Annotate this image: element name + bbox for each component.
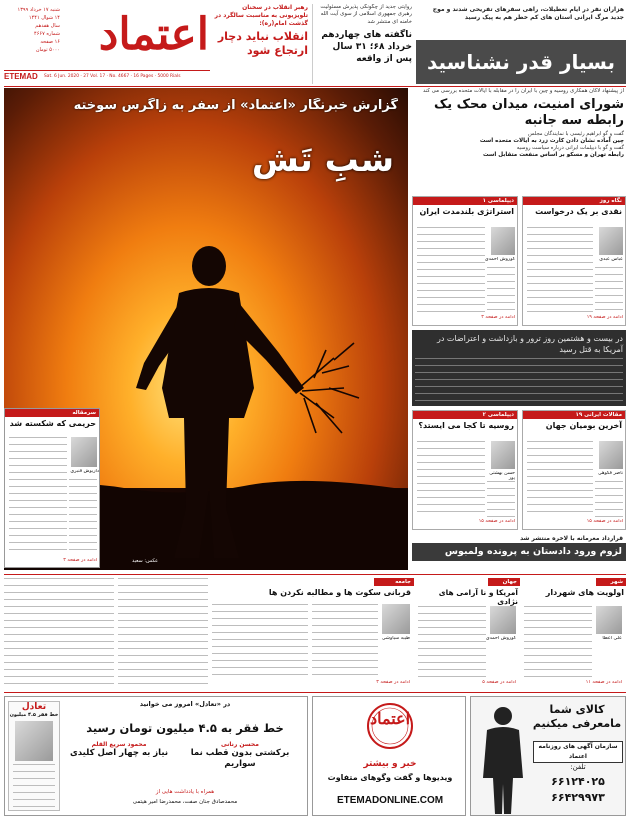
protest-banner-text: در بیست و هشتمین روز ترور و بازداشت و اعتراضات در آمریکا به قتل رسید: [436, 334, 623, 354]
taadol-item-center: [175, 741, 305, 785]
ideology-continued[interactable]: ادامه در صفحه ۱۵: [586, 519, 623, 524]
bottom-text-col-1: [4, 578, 114, 686]
race-author-photo: [490, 606, 516, 634]
diplomacy-column[interactable]: [412, 196, 518, 326]
society-title: قربانی سکوت ها و مطالبه نکردن ها: [268, 588, 411, 597]
hero-title: شبِ تَش: [251, 140, 394, 180]
masthead-date-line: شماره ۴۶۶۷: [34, 31, 60, 37]
race-body: [418, 606, 486, 678]
taadol-mini-body: [13, 764, 55, 808]
online-ad-tagline2: ویدیوها و گفت وگوهای متفاوت: [327, 773, 453, 782]
race-story[interactable]: [418, 578, 520, 688]
society-continued[interactable]: ادامه در صفحه ۳: [376, 680, 410, 685]
masthead-date-line: ۱۴ شوال ۱۴۴۱: [28, 15, 60, 21]
goods-ad-phone-label: تلفن:: [570, 763, 586, 771]
goods-ad-phone2[interactable]: ۶۶۴۲۹۹۷۳: [551, 791, 605, 804]
notebook-author-name: عباس عبدی: [599, 257, 623, 262]
anniversary-story[interactable]: [312, 4, 412, 84]
taadol-mini-logo: تعادل: [21, 702, 47, 712]
online-ad[interactable]: [312, 696, 466, 816]
editorial-body: [9, 437, 67, 555]
diplomacy-section-label: دیپلماسی ۱: [413, 197, 517, 205]
society-author-photo: [382, 604, 410, 634]
society-section-label: جامعه: [374, 578, 414, 586]
diplomacy-continued[interactable]: ادامه در صفحه ۳: [481, 315, 515, 320]
notebook-section-label: نگاه روز: [523, 197, 625, 205]
goods-ad[interactable]: [470, 696, 626, 816]
editorial-author-photo: [71, 437, 97, 467]
protest-banner-body: [415, 358, 623, 402]
russia-bullet: گفت و گو با دیپلمات ایرانی درباره سیاست روسیه: [516, 145, 624, 151]
editorial-section-label: سرمقاله: [5, 409, 99, 417]
diplomacy-title: استراتژی بلندمدت ایران: [419, 207, 514, 216]
anniversary-intro: روایتی جدید از چگونگی پذیرش مسئولیت رهبری جمهوری اسلامی از سوی آیت الله خامنه ای منتشر شد: [320, 4, 412, 25]
editorial-continued[interactable]: ادامه در صفحه ۳: [63, 558, 97, 563]
top-teaser-headline: انقلاب نباید دچار ارتجاع شود: [217, 30, 308, 57]
bottom-text-col-2: [118, 578, 208, 686]
race-title: آمریکا و نا آرامی های نژادی: [438, 588, 518, 606]
city-title: اولویت های شهردار: [545, 588, 624, 597]
hero-photo-credit: عکس: سعید: [132, 558, 159, 564]
online-ad-logo: اعتماد: [369, 709, 411, 728]
goods-ad-phone1[interactable]: ۶۶۱۲۴۰۲۵: [551, 775, 605, 788]
taadol-mini-headline: خط فقر ۴.۵ میلیون: [9, 712, 59, 718]
notebook-author-photo: [599, 227, 623, 255]
ideology-author-name: ناصر فکوهی: [598, 471, 623, 476]
goods-ad-headline: کالای شما مامعرفی میکنیم: [532, 703, 622, 730]
ideology-title: آخرین بومیان جهان: [545, 421, 622, 430]
race-author-name: کوروش احمدی: [485, 636, 516, 641]
taadol-mini-photo: [15, 721, 53, 761]
masthead: [4, 4, 210, 84]
ideology-body-lower: [595, 481, 623, 517]
masthead-info-bar: [4, 70, 210, 82]
taadol-item-left-text: نیاز به چهار اصل کلیدی: [69, 748, 169, 758]
protest-banner[interactable]: [412, 330, 626, 406]
notebook-title: نقدی بر یک درخواست: [535, 207, 622, 216]
society-author-name: طیبه سیاوشی: [381, 636, 410, 641]
world-section-label: دیپلماسی ۲: [413, 411, 517, 419]
taadol-mini-cover: [8, 701, 60, 811]
masthead-date-line: ۱۶ صفحه: [40, 39, 60, 45]
masthead-logo: اعتماد: [98, 9, 209, 60]
hero-kicker: گزارش خبرنگار «اعتماد» از سفر به زاگرس سوخته: [73, 98, 398, 113]
notebook-body-lower: [595, 267, 623, 313]
masthead-date-line: سال هفدهم: [35, 23, 60, 29]
world-author-name: حسن بهشتی پور: [489, 471, 515, 481]
diplomacy-body-lower: [487, 267, 515, 313]
society-body-left: [212, 604, 308, 678]
diplomacy-author-photo: [491, 227, 515, 255]
diplomacy-body: [417, 227, 485, 313]
taadol-item-left: [65, 741, 173, 785]
main-top-story[interactable]: [416, 4, 626, 84]
ideology-section-label: مقالات ایرانی ۱۹: [523, 411, 625, 419]
world-title: روسیه تا کجا می ایستد؟: [418, 421, 514, 430]
taadol-ad[interactable]: [4, 696, 308, 816]
taadol-item-left-author: محمود سریع القلم: [91, 741, 147, 748]
goods-ad-org: سازمان آگهی های روزنامه اعتماد: [533, 741, 623, 763]
russia-bullet: رابطه تهران و مسکو بر اساس منفعت متقابل است: [483, 152, 624, 158]
editorial-author-name: داریوش قنبری: [70, 469, 99, 474]
notebook-body: [527, 227, 593, 313]
goods-ad-figure-graphic: [473, 698, 533, 816]
ideology-column[interactable]: [522, 410, 626, 530]
bottom-divider: [4, 692, 626, 693]
masthead-latin: ETEMAD: [4, 72, 38, 81]
main-top-headline: بسیار قدر نشناسید: [416, 40, 626, 84]
city-author-name: علی اعطا: [602, 636, 622, 641]
taadol-headline: خط فقر به ۴.۵ میلیون تومان رسید: [86, 721, 284, 735]
main-top-lead: هزاران نفر در ایام تعطیلات، راهی سفرهای تفریحی شدند و موج جدید مرگ ایرانی استان های کم خطر هم به پیک رسید: [432, 6, 624, 21]
world-body: [417, 441, 485, 517]
race-section-label: جهان: [488, 578, 520, 586]
world-author-photo: [491, 441, 515, 469]
contract-banner-intro: قرارداد معرمانه با لاخره منتشر شد: [520, 535, 623, 542]
anniversary-headline: ناگفته های چهاردهم خرداد ۶۸؛ ۳۱ سال پس از واقعه: [321, 30, 412, 65]
russia-headline: شورای امنیت، میدان محک یک رابطه سه جانبه: [433, 97, 624, 128]
masthead-date-block: [4, 6, 60, 66]
contract-banner[interactable]: [412, 534, 626, 570]
notebook-column[interactable]: [522, 196, 626, 326]
world-column[interactable]: [412, 410, 518, 530]
taadol-footer: همراه با یادداشت هایی از: [155, 789, 215, 795]
world-body-lower: [487, 481, 515, 517]
city-section-label: شهر: [596, 578, 626, 586]
russia-bullet: چین آماده نشان دادن کارت زرد به ایالات متحده است: [479, 138, 624, 144]
city-story[interactable]: [524, 578, 626, 688]
race-continued[interactable]: ادامه در صفحه ۵: [482, 680, 516, 685]
taadol-item-center-text: برکشتی بدون قطب نما سواریم: [190, 748, 290, 769]
masthead-info-line: Sat. 6 Jun. 2020 · 27 Vol. 17 · No. 4667 · 16 Pages · 5000 Rials: [44, 74, 181, 79]
ideology-body: [527, 441, 593, 517]
russia-intro: از پیشنهاد لاکان همکاری روسیه و چین با ایران را در مقابله با ایالات متحده بررسی می کند: [422, 88, 624, 94]
masthead-date-line: شنبه ۱۷ خرداد ۱۳۹۹: [17, 7, 60, 13]
diplomacy-author-name: کوروش احمدی: [484, 257, 515, 262]
editorial-column[interactable]: [4, 408, 100, 568]
online-ad-url[interactable]: ETEMADONLINE.COM: [336, 795, 444, 806]
society-story[interactable]: [212, 578, 414, 688]
top-teaser[interactable]: [212, 4, 308, 84]
society-body-right: [312, 604, 378, 678]
taadol-item-center-author: محسن رنانی: [221, 741, 259, 748]
russia-story[interactable]: [412, 88, 626, 192]
russia-bullet: گفت و گو ابراهیم رئیسی با نمایندگان مجلس: [528, 131, 624, 137]
contract-banner-headline: لزوم ورود دادستان به پرونده ولمبوس: [412, 543, 626, 561]
editorial-body-lower: [69, 479, 97, 555]
middle-divider: [4, 574, 626, 575]
taadol-authors: محمدصادق جنان صفت، محمدرضا امیر هیتمی: [132, 799, 238, 805]
world-continued[interactable]: ادامه در صفحه ۱۵: [478, 519, 515, 524]
city-body: [524, 606, 592, 678]
taadol-tag: در «تعادل» امروز می خوانید: [139, 700, 231, 708]
ideology-author-photo: [599, 441, 623, 469]
masthead-price: ۵۰۰۰ تومان: [35, 47, 60, 53]
city-author-photo: [596, 606, 622, 634]
top-divider: [4, 86, 626, 87]
top-teaser-intro: رهبر انقلاب در سخنان تلویزیونی به مناسبت سالگرد در گذشت امام(ره):: [214, 4, 308, 27]
city-continued[interactable]: ادامه در صفحه ۱۱: [585, 680, 622, 685]
online-ad-tagline1: خبر و بیشتر: [363, 759, 417, 769]
notebook-continued[interactable]: ادامه در صفحه ۱۹: [586, 315, 623, 320]
editorial-title: حریمی که شکسته شد: [9, 419, 96, 428]
